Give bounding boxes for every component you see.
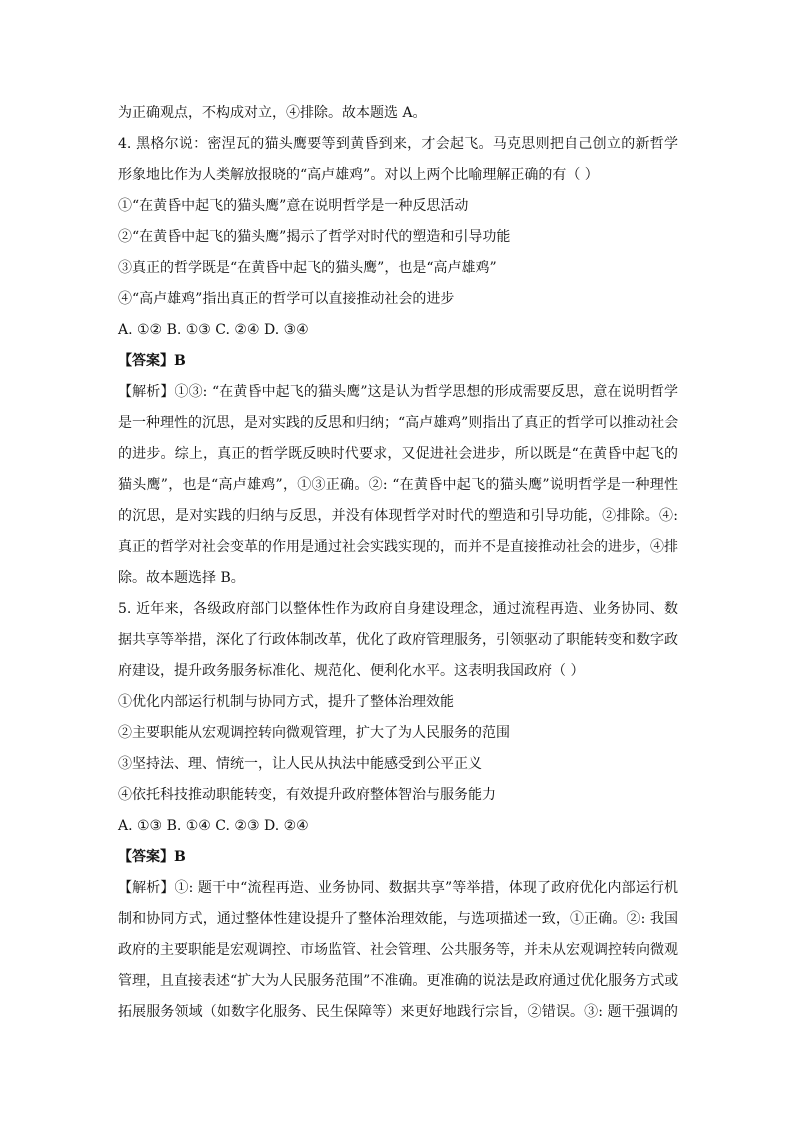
question-5-statement-1: ①优化内部运行机制与协同方式，提升了整体治理效能 [118,694,454,710]
question-5-analysis: 管理，且直接表述“扩大为人民服务范围”不准确。更准确的说法是政府通过优化服务方式或 [118,973,679,989]
question-5-options: A. ①③ B. ①④ C. ②③ D. ②④ [118,818,309,834]
question-4-statement-3: ③真正的哲学既是“在黄昏中起飞的猫头鹰”，也是“高卢雄鸡” [118,260,497,276]
question-4-analysis: 的沉思，是对实践的归纳与反思，并没有体现哲学对时代的塑造和引导功能，②排除。④: [118,508,678,524]
question-5-analysis: 制和协同方式，通过整体性建设提升了整体治理效能，与选项描述一致，①正确。②: 我国 [118,911,678,927]
question-4-options: A. ①② B. ①③ C. ②④ D. ③④ [118,322,309,338]
question-4-analysis: 是一种理性的沉思，是对实践的反思和归纳；“高卢雄鸡”则指出了真正的哲学可以推动社会 [118,415,679,431]
question-4-stem: 4. 黑格尔说：密涅瓦的猫头鹰要等到黄昏到来，才会起飞。马克思则把自己创立的新哲学 [118,136,678,152]
document-page [118,98,678,1028]
question-4-statement-1: ①“在黄昏中起飞的猫头鹰”意在说明哲学是一种反思活动 [118,198,469,214]
question-5-analysis: 政府的主要职能是宏观调控、市场监管、社会管理、公共服务等，并未从宏观调控转向微观 [118,942,678,958]
question-4-analysis: 真正的哲学对社会变革的作用是通过社会实践实现的，而并不是直接推动社会的进步，④排 [118,539,678,555]
question-4-statement-2: ②“在黄昏中起飞的猫头鹰”揭示了哲学对时代的塑造和引导功能 [118,229,511,245]
question-4-analysis: 猫头鹰”，也是“高卢雄鸡”，①③正确。②: “在黄昏中起飞的猫头鹰”说明哲学是一种理性 [118,477,678,493]
question-5-stem: 据共享等举措，深化了行政体制改革，优化了政府管理服务，引领驱动了职能转变和数字政 [118,632,678,648]
question-4-answer: 【答案】B [118,353,186,369]
question-5-analysis: 【解析】①: 题干中“流程再造、业务协同、数据共享”等举措，体现了政府优化内部运行机 [118,880,678,896]
question-5-stem: 府建设，提升政务服务标准化、规范化、便利化水平。这表明我国政府（ ） [118,663,585,679]
question-4-analysis: 除。故本题选择 B。 [118,570,245,586]
question-4-stem: 形象地比作为人类解放报晓的“高卢雄鸡”。对以上两个比喻理解正确的有（ ） [118,167,599,183]
question-5-statement-2: ②主要职能从宏观调控转向微观管理，扩大了为人民服务的范围 [118,725,510,741]
question-4-statement-4: ④“高卢雄鸡”指出真正的哲学可以直接推动社会的进步 [118,291,455,307]
question-5-answer: 【答案】B [118,849,186,865]
text-line: 为正确观点，不构成对立，④排除。故本题选 A。 [118,105,427,121]
question-5-statement-3: ③坚持法、理、情统一，让人民从执法中能感受到公平正义 [118,756,482,772]
question-5-statement-4: ④依托科技推动职能转变，有效提升政府整体智治与服务能力 [118,787,496,803]
question-4-analysis: 【解析】①③: “在黄昏中起飞的猫头鹰”这是认为哲学思想的形成需要反思，意在说明哲学 [118,384,678,400]
question-5-analysis: 拓展服务领域（如数字化服务、民生保障等）来更好地践行宗旨，②错误。③: 题干强调的 [118,1004,678,1020]
question-5-stem: 5. 近年来，各级政府部门以整体性作为政府自身建设理念，通过流程再造、业务协同、数 [118,601,678,617]
question-4-analysis: 的进步。综上，真正的哲学既反映时代要求，又促进社会进步，所以既是“在黄昏中起飞的 [118,446,678,462]
